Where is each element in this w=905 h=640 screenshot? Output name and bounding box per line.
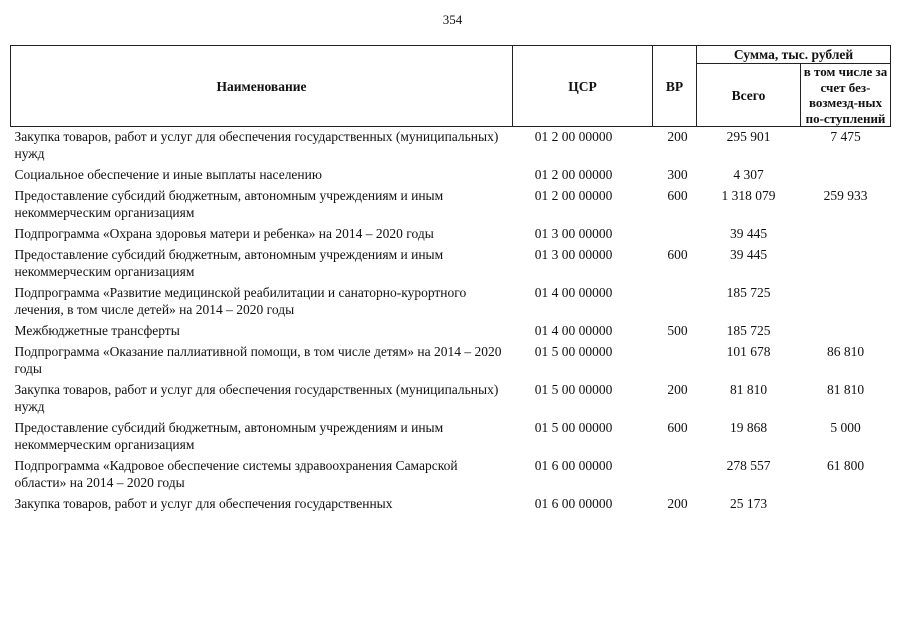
row-csr: 01 6 00 00000 xyxy=(534,496,613,511)
table-row xyxy=(11,457,891,495)
row-total: 295 901 xyxy=(726,129,771,144)
row-vr: 600 xyxy=(667,188,688,203)
table-row xyxy=(11,246,891,284)
page-number: 354 xyxy=(442,12,463,27)
row-total: 81 810 xyxy=(729,382,768,397)
row-total: 185 725 xyxy=(726,285,771,300)
row-total: 185 725 xyxy=(726,323,771,338)
row-name: Предоставление субсидий бюджетным, автономным учреждениям и иным некоммерческим организациям xyxy=(14,247,444,279)
row-free: 61 800 xyxy=(826,458,865,473)
row-total: 39 445 xyxy=(729,226,768,241)
row-csr: 01 2 00 00000 xyxy=(534,129,613,144)
row-csr: 01 5 00 00000 xyxy=(534,344,613,359)
row-free: 259 933 xyxy=(823,188,868,203)
table-header xyxy=(11,46,891,127)
row-vr xyxy=(653,284,697,322)
row-free: 81 810 xyxy=(826,382,865,397)
row-name: Закупка товаров, работ и услуг для обеспечения государственных xyxy=(14,496,393,511)
row-csr: 01 5 00 00000 xyxy=(534,420,613,435)
row-name: Подпрограмма «Охрана здоровья матери и ребенка» на 2014 – 2020 годы xyxy=(14,226,434,241)
row-name: Закупка товаров, работ и услуг для обеспечения государственных (муниципальных) нужд xyxy=(14,129,499,161)
row-name: Подпрограмма «Кадровое обеспечение системы здравоохранения Самарской области» на 2014 – 2020 годы xyxy=(14,458,458,490)
table-row xyxy=(11,419,891,457)
row-name: Закупка товаров, работ и услуг для обеспечения государственных (муниципальных) нужд xyxy=(14,382,499,414)
row-free xyxy=(801,322,891,343)
row-name: Предоставление субсидий бюджетным, автономным учреждениям и иным некоммерческим организациям xyxy=(14,188,444,220)
row-free xyxy=(801,495,891,516)
table-row xyxy=(11,284,891,322)
row-vr xyxy=(653,225,697,246)
row-vr: 500 xyxy=(667,323,688,338)
row-vr: 600 xyxy=(667,420,688,435)
table-row xyxy=(11,322,891,343)
header-sum-group: Сумма, тыс. рублей xyxy=(697,46,891,64)
budget-table xyxy=(10,45,891,516)
row-free xyxy=(801,284,891,322)
row-total: 1 318 079 xyxy=(721,188,776,203)
row-csr: 01 6 00 00000 xyxy=(534,458,613,473)
row-csr: 01 3 00 00000 xyxy=(534,226,613,241)
header-name: Наименование xyxy=(11,46,513,127)
row-vr xyxy=(653,343,697,381)
row-csr: 01 4 00 00000 xyxy=(534,285,613,300)
row-total: 4 307 xyxy=(733,167,764,182)
header-total: Всего xyxy=(697,64,801,127)
row-free: 86 810 xyxy=(826,344,865,359)
row-csr: 01 4 00 00000 xyxy=(534,323,613,338)
table-body xyxy=(11,127,891,517)
table-row xyxy=(11,127,891,167)
row-csr: 01 2 00 00000 xyxy=(534,188,613,203)
row-free xyxy=(801,166,891,187)
row-csr: 01 2 00 00000 xyxy=(534,167,613,182)
table-row xyxy=(11,225,891,246)
row-total: 25 173 xyxy=(729,496,768,511)
row-name: Межбюджетные трансферты xyxy=(14,323,180,338)
table-row xyxy=(11,166,891,187)
table-row xyxy=(11,187,891,225)
header-free-receipts: в том числе за счет без-возмезд-ных по-ступлений xyxy=(801,64,891,127)
row-total: 39 445 xyxy=(729,247,768,262)
row-name: Предоставление субсидий бюджетным, автономным учреждениям и иным некоммерческим организациям xyxy=(14,420,444,452)
row-name: Подпрограмма «Оказание паллиативной помощи, в том числе детям» на 2014 – 2020 годы xyxy=(14,344,502,376)
row-vr: 300 xyxy=(667,167,688,182)
row-vr: 200 xyxy=(667,129,688,144)
row-vr: 200 xyxy=(667,382,688,397)
row-free: 7 475 xyxy=(830,129,861,144)
row-free xyxy=(801,246,891,284)
table-row xyxy=(11,495,891,516)
row-csr: 01 3 00 00000 xyxy=(534,247,613,262)
header-csr: ЦСР xyxy=(513,46,653,127)
row-total: 101 678 xyxy=(726,344,771,359)
row-vr: 600 xyxy=(667,247,688,262)
row-name: Социальное обеспечение и иные выплаты населению xyxy=(14,167,322,182)
row-vr xyxy=(653,457,697,495)
row-free xyxy=(801,225,891,246)
table-row xyxy=(11,381,891,419)
header-vr: ВР xyxy=(653,46,697,127)
row-free: 5 000 xyxy=(830,420,861,435)
row-vr: 200 xyxy=(667,496,688,511)
row-total: 278 557 xyxy=(726,458,771,473)
table-row xyxy=(11,343,891,381)
row-total: 19 868 xyxy=(729,420,768,435)
row-csr: 01 5 00 00000 xyxy=(534,382,613,397)
row-name: Подпрограмма «Развитие медицинской реабилитации и санаторно-курортного лечения, в том числе детей» на 2014 – 2020 годы xyxy=(14,285,467,317)
